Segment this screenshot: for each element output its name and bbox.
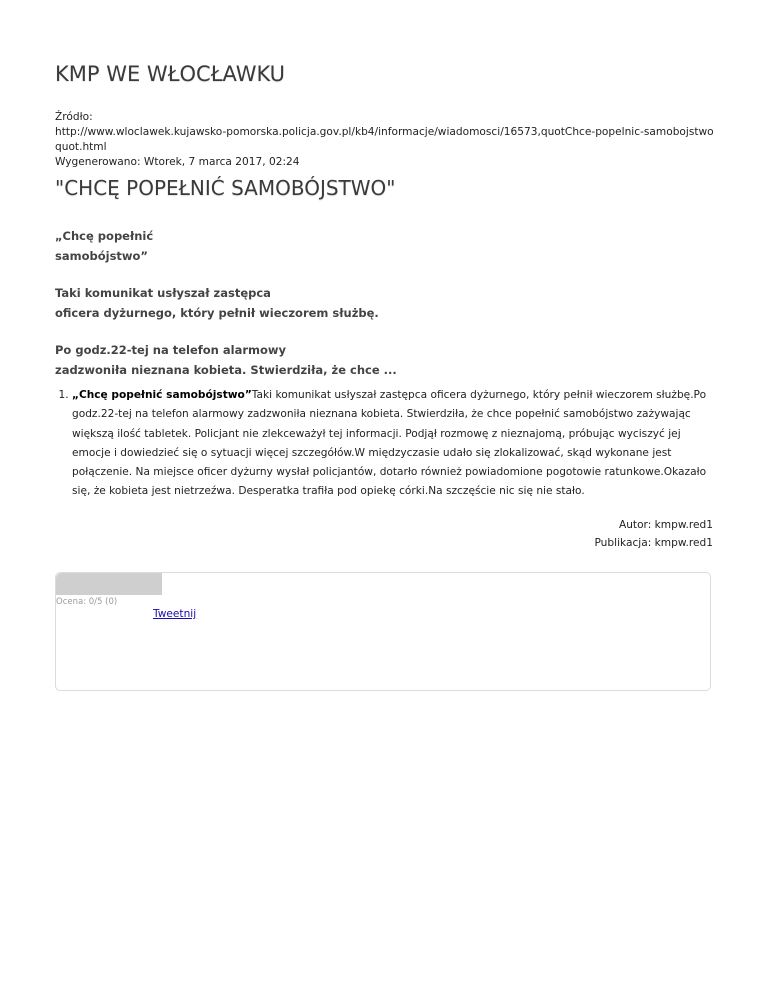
publication-line: Publikacja: kmpw.red1	[594, 537, 713, 549]
article-title: "CHCĘ POPEŁNIĆ SAMOBÓJSTWO"	[55, 176, 396, 200]
article-lead	[55, 226, 715, 397]
rating-panel	[55, 572, 711, 691]
lead-line: „Chcę popełnić	[55, 229, 154, 243]
body-text: Taki komunikat usłyszał zastępca oficera dyżurnego, który pełnił wieczorem służbę.Po godz.22-tej na telefon alarmowy zadzwoniła nieznana kobieta. Stwierdziła, że chce popełnić samobójstwo zażywając większą ilość tabletek. Policjant nie zlekceważył tej informacji. Podjął rozmowę z nieznajomą, próbując wyciszyć jej emocje i dowiedzieć się o sytuacji więcej szczegółów.W międzyczasie udało się zlokalizować, skąd wykonane jest połączenie. Na miejsce oficer dyżurny wysłał policjantów, dotarło również powiadomione pogotowie ratunkowe.Okazało się, że kobieta jest nietrzeźwa. Desperatka trafiła pod opiekę córki.Na szczęście nic się nie stało.	[72, 389, 707, 498]
generated-date: Wygenerowano: Wtorek, 7 marca 2017, 02:24	[55, 156, 300, 168]
lead-line: Taki komunikat usłyszał zastępca	[55, 286, 271, 300]
lead-line: zadzwoniła nieznana kobieta. Stwierdziła, że chce ...	[55, 363, 397, 377]
article-list	[55, 386, 711, 502]
lead-line: Po godz.22-tej na telefon alarmowy	[55, 343, 286, 357]
list-item	[72, 386, 711, 502]
source-label: Źródło:	[55, 111, 93, 123]
lead-paragraph	[55, 226, 715, 266]
lead-line: oficera dyżurnego, który pełnił wieczorem służbę.	[55, 306, 379, 320]
rating-stars-bar[interactable]	[56, 573, 162, 595]
body-bold-text: „Chcę popełnić samobójstwo”	[72, 389, 252, 401]
site-title: KMP WE WŁOCŁAWKU	[55, 62, 286, 86]
lead-paragraph	[55, 283, 715, 323]
document-meta	[55, 110, 715, 170]
author-info	[55, 516, 713, 552]
lead-paragraph	[55, 340, 715, 380]
author-line: Autor: kmpw.red1	[618, 519, 713, 531]
article-body	[55, 386, 711, 502]
rating-label: Ocena: 0/5 (0)	[56, 597, 118, 607]
lead-line: samobójstwo”	[55, 249, 148, 263]
source-url-line2: quot.html	[55, 141, 107, 153]
source-url-line1: http://www.wloclawek.kujawsko-pomorska.policja.gov.pl/kb4/informacje/wiadomosci/16573,quotChce-popelnic-samobojstwo	[55, 126, 714, 138]
tweet-link[interactable]: Tweetnij	[153, 608, 197, 620]
